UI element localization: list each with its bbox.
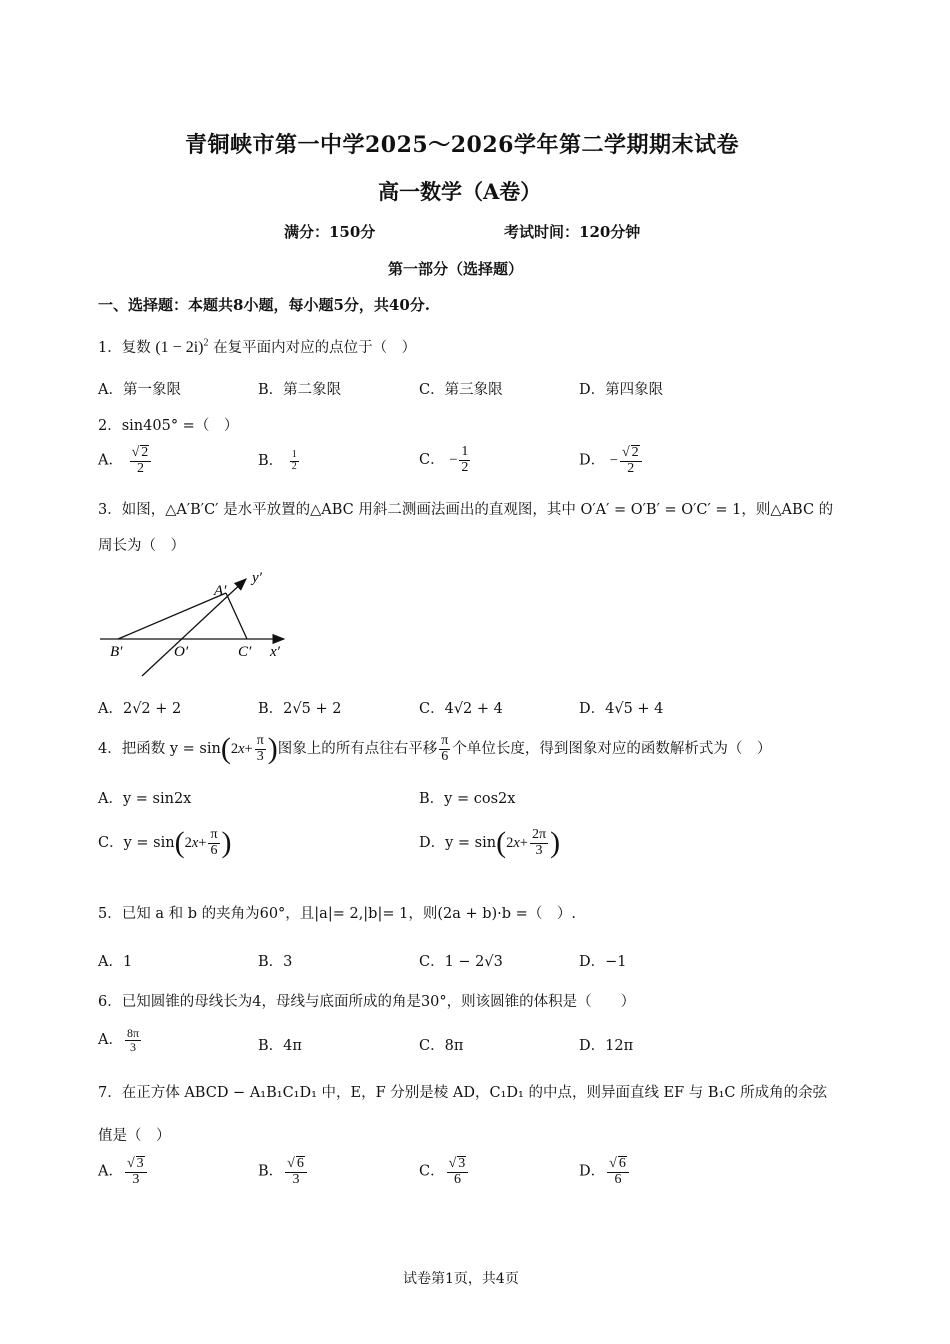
- page-subtitle: 高一数学（A卷）: [378, 179, 542, 204]
- label-x: x′: [270, 644, 280, 660]
- q6-option-d: D．12π: [579, 1038, 634, 1054]
- q2-option-a: A． $\frac{√ 2}{2}$: [98, 445, 153, 476]
- q4-option-a: A．y = sin2x: [98, 791, 192, 807]
- q1-option-d: D．第四象限: [579, 382, 664, 398]
- q5-option-a: A．1: [98, 954, 133, 970]
- q4-option-b: B．y = cos2x: [419, 791, 516, 807]
- q1-option-b: B．第二象限: [258, 382, 342, 398]
- question-3-line1: 3．如图，△A′B′C′ 是水平放置的△ABC 用斜二测画法画出的直观图，其中 O′A′ = O′B′ = O′C′ = 1，则△ABC 的: [98, 502, 834, 518]
- q1-stem: 在复平面内对应的点位于（ ）: [213, 340, 417, 356]
- page-footer: 试卷第1页，共4页: [403, 1271, 519, 1287]
- question-4: 4．把函数 y = sin(2x+ $\frac{\pi}{3}$ )图象上的所有点往右平移 $\frac{\pi}{6}$ 个单位长度，得到图象对应的函数解析式为（ ）: [98, 732, 772, 766]
- q7-option-d: D． $\frac{√ 6}{6}$: [579, 1156, 631, 1187]
- time-info: 考试时间：120分钟: [504, 223, 641, 241]
- q1-prefix: 1．复数: [98, 340, 151, 356]
- label-o: O′: [174, 644, 189, 660]
- part-heading: 第一部分（选择题）: [388, 260, 524, 278]
- q3-option-b: B．2√5 + 2: [258, 701, 342, 717]
- question-7-line2: 值是（ ）: [98, 1128, 171, 1144]
- label-c: C′: [238, 644, 252, 660]
- q6-option-b: B．4π: [258, 1038, 302, 1054]
- q6-option-a: A． $\frac{8\pi}{3}$: [98, 1026, 140, 1054]
- q2-option-d: D． − $\frac{√ 2}{2}$: [579, 445, 644, 476]
- q3-option-a: A．2√2 + 2: [98, 701, 182, 717]
- label-b: B′: [110, 644, 123, 660]
- y-axis: [142, 579, 246, 676]
- q2-option-c: C． − $\frac{1}{2}$: [419, 444, 469, 475]
- question-7-line1: 7．在正方体 ABCD − A₁B₁C₁D₁ 中，E，F 分别是棱 AD，C₁D₁ 的中点，则异面直线 EF 与 B₁C 所成角的余弦: [98, 1085, 828, 1101]
- side-ac: [226, 593, 247, 639]
- question-5: 5．已知 a 和 b 的夹角为60°，且|a|= 2,|b|= 1，则(2a + b)·b =（ ）.: [98, 906, 576, 922]
- q7-option-b: B． $\frac{√ 6}{3}$: [258, 1156, 309, 1187]
- side-ba: [118, 593, 226, 639]
- question-1: 1．复数 $(1 - 2i)^2$ 在复平面内对应的点位于（ ）: [98, 337, 417, 356]
- q5-option-b: B．3: [258, 954, 293, 970]
- q1-option-c: C．第三象限: [419, 382, 503, 398]
- q5-option-c: C．1 − 2√3: [419, 954, 503, 970]
- question-3-line2: 周长为（ ）: [98, 538, 185, 554]
- q3-figure: [96, 566, 296, 682]
- question-6: 6．已知圆锥的母线长为4，母线与底面所成的角是30°，则该圆锥的体积是（ ）: [98, 994, 636, 1010]
- q4-option-c: C．y = sin(2x+ $\frac{\pi}{6}$ ): [98, 826, 232, 860]
- page-title: 青铜峡市第一中学2025～2026学年第二学期期末试卷: [185, 132, 739, 158]
- section-heading: 一、选择题：本题共8小题，每小题5分，共40分.: [98, 296, 430, 314]
- q2-option-b: B． $\frac{1}{2}$: [258, 449, 297, 472]
- q4-option-d: D．y = sin(2x+ $\frac{2\pi}{3}$ ): [419, 826, 561, 860]
- q3-option-d: D．4√5 + 4: [579, 701, 664, 717]
- q1-option-a: A．第一象限: [98, 382, 181, 398]
- q3-option-c: C．4√2 + 4: [419, 701, 503, 717]
- q7-option-c: C． $\frac{√ 3}{6}$: [419, 1156, 470, 1187]
- score-info: 满分：150分: [284, 223, 376, 241]
- q6-option-c: C．8π: [419, 1038, 464, 1054]
- q7-option-a: A． $\frac{√ 3}{3}$: [98, 1156, 149, 1187]
- question-2: 2．sin405° =（ ）: [98, 418, 239, 434]
- label-a: A′: [214, 583, 227, 599]
- label-y: y′: [252, 570, 262, 586]
- q5-option-d: D．−1: [579, 954, 627, 970]
